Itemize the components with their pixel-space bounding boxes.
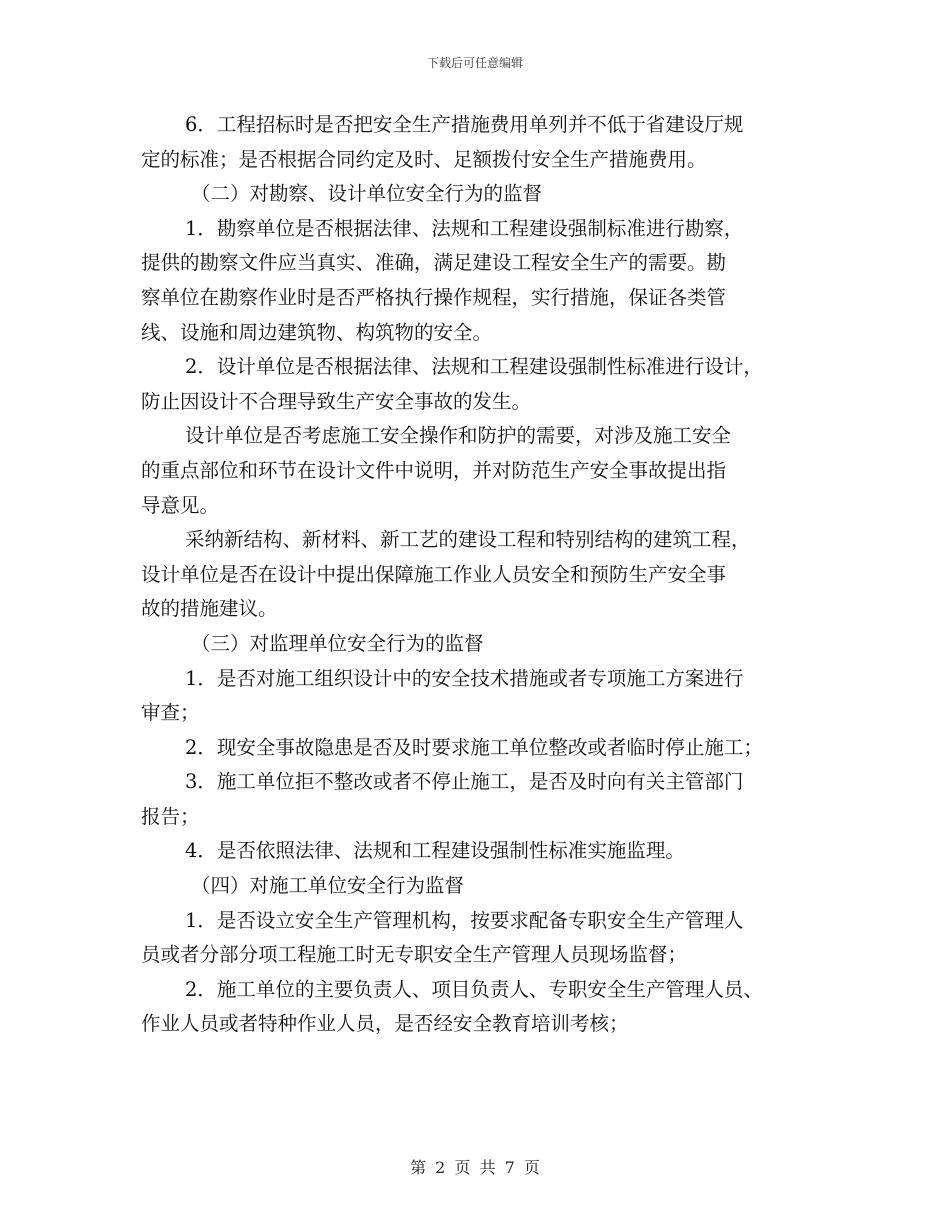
text-line: 采纳新结构、新材料、新工艺的建设工程和特别结构的建筑工程， [185,528,751,552]
text-line: （四）对施工单位安全行为监督 [191,874,465,898]
text-line: 1．是否设立安全生产管理机构，按要求配备专职安全生产管理人 [185,908,744,932]
text-line: 6．工程招标时是否把安全生产措施费用单列并不低于省建设厅规 [185,113,744,136]
text-line: 审查； [141,701,200,725]
page-header: 下载后可任意编辑 [426,56,523,70]
text-line: （二）对勘察、设计单位安全行为的监督 [191,182,543,206]
text-line: 4．是否依照法律、法规和工程建设强制性标准实施监理。 [185,839,685,863]
text-line: 2．施工单位的主要负责人、项目负责人、专职安全生产管理人员、 [185,977,763,1001]
text-line: 提供的勘察文件应当真实、准确，满足建设工程安全生产的需要。勘 [141,251,727,275]
text-line: 的重点部位和环节在设计文件中说明，并对防范生产安全事故提出指 [141,458,727,482]
text-line: 报告； [141,804,200,828]
document-body [141,108,821,1042]
text-line: 设计单位是否考虑施工安全操作和防护的需要，对涉及施工安全 [185,424,732,448]
text-line: 防止因设计不合理导致生产安全事故的发生。 [141,389,532,413]
text-line: 2．设计单位是否根据法律、法规和工程建设强制性标准进行设计， [185,355,763,379]
text-line: 1．是否对施工组织设计中的安全技术措施或者专项施工方案进行 [185,666,744,690]
text-line: 2．现安全事故隐患是否及时要求施工单位整改或者临时停止施工； [185,735,763,759]
text-line: 定的标准；是否根据合同约定及时、足额拨付安全生产措施费用。 [141,147,707,171]
text-line: （三）对监理单位安全行为的监督 [191,631,484,655]
text-line: 作业人员或者特种作业人员，是否经安全教育培训考核； [141,1012,629,1036]
text-line: 线、设施和周边建筑物、构筑物的安全。 [141,320,493,344]
text-line: 导意见。 [141,493,220,517]
text-line: 员或者分部分项工程施工时无专职安全生产管理人员现场监督； [141,943,688,967]
text-line: 3．施工单位拒不整改或者不停止施工，是否及时向有关主管部门 [185,770,744,794]
text-line: 察单位在勘察作业时是否严格执行操作规程，实行措施，保证各类管 [141,285,727,309]
text-line: 1．勘察单位是否根据法律、法规和工程建设强制标准进行勘察， [185,216,744,240]
text-line: 设计单位是否在设计中提出保障施工作业人员安全和预防生产安全事 [141,562,727,586]
text-line: 故的措施建议。 [141,597,278,621]
page-footer: 第 2 页 共 7 页 [410,1158,540,1177]
